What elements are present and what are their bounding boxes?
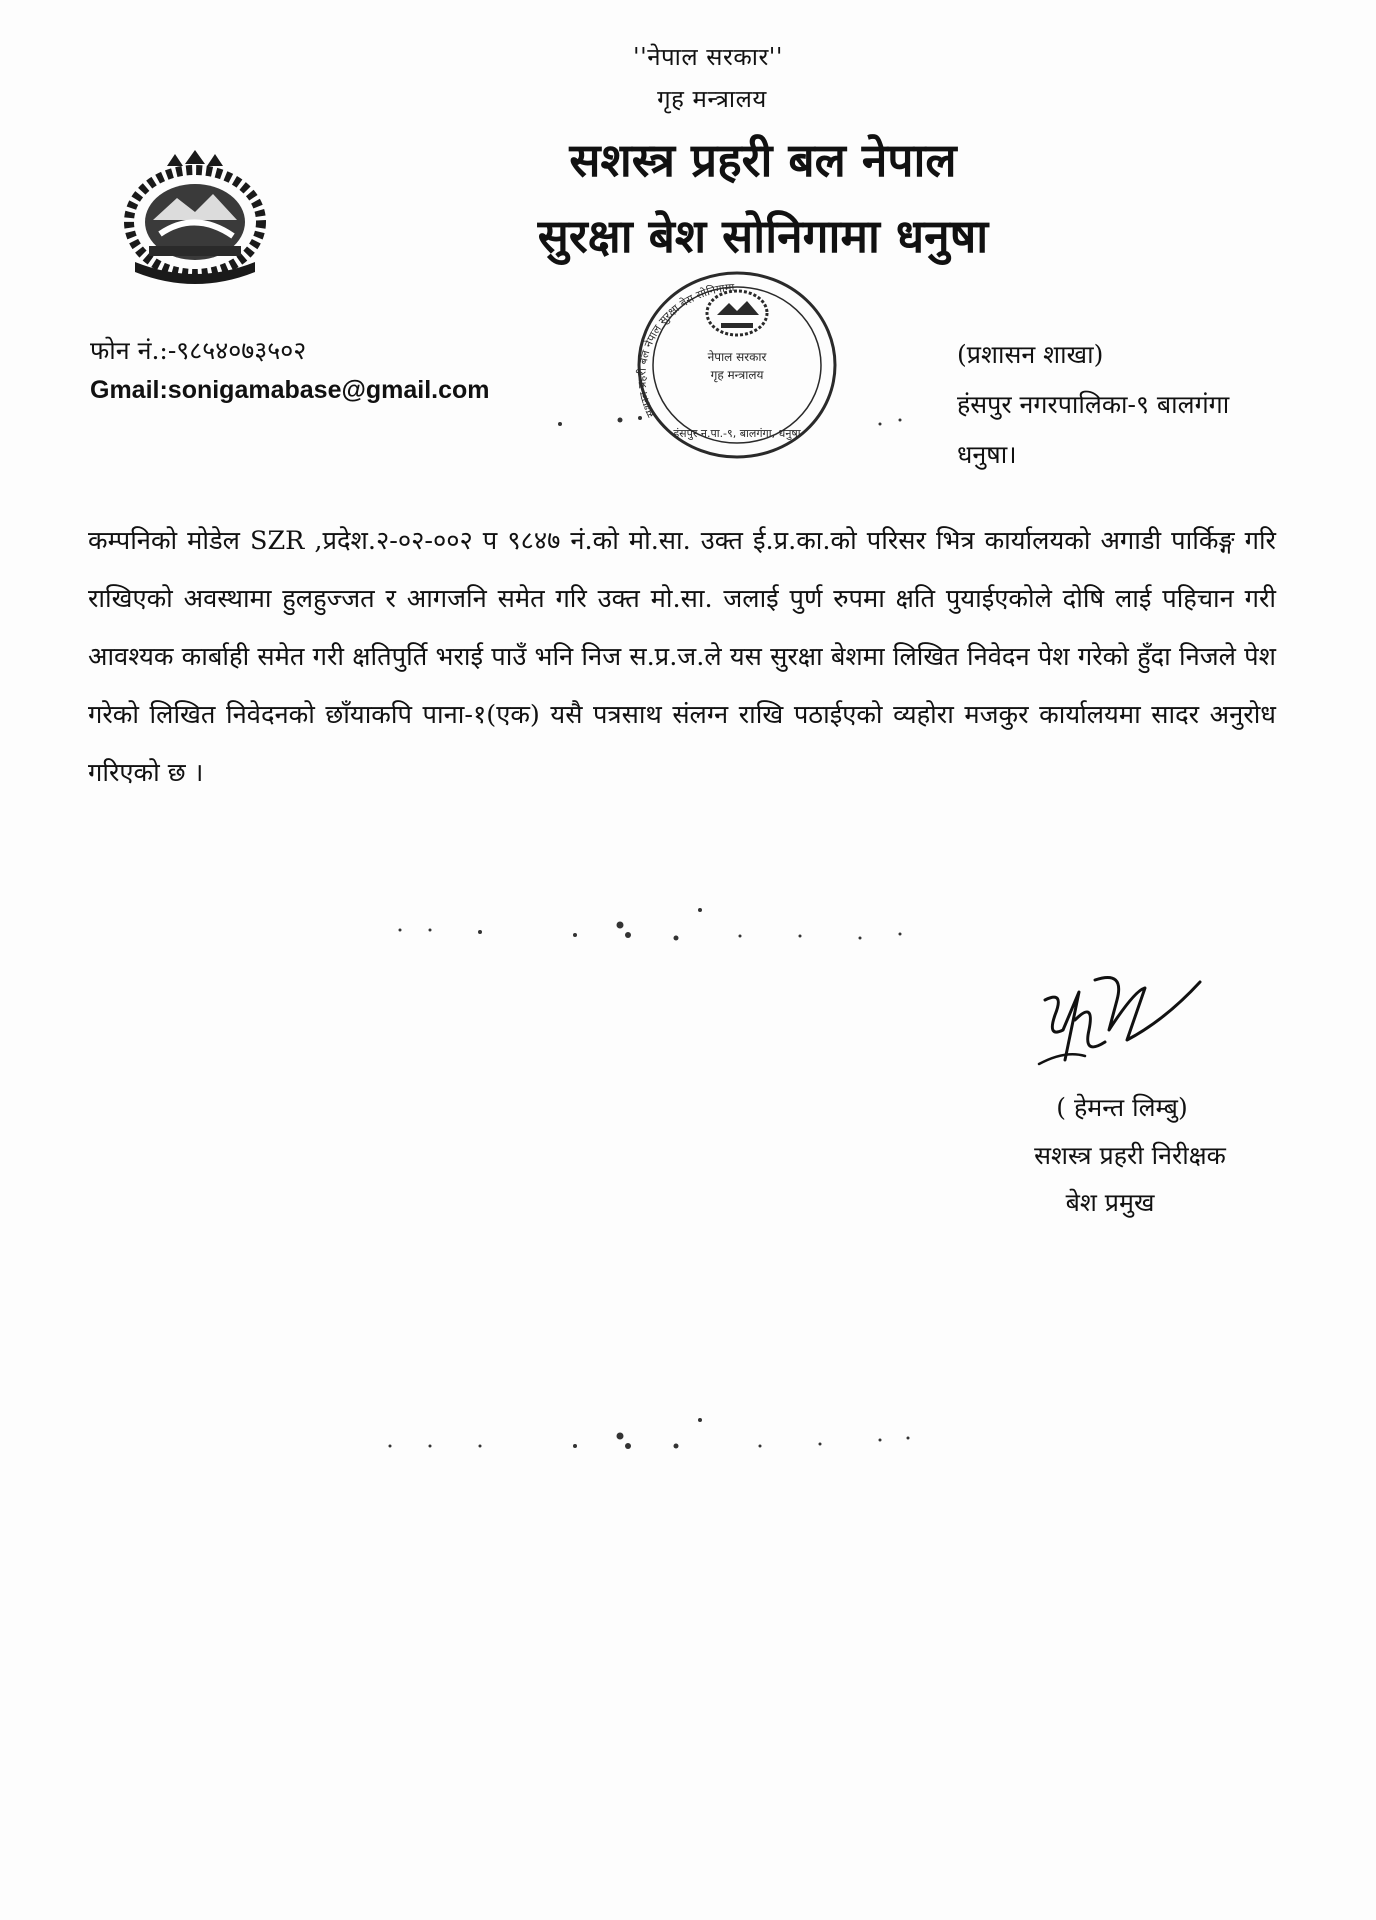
organization-title: सशस्त्र प्रहरी बल नेपाल [569,133,957,187]
office-stamp [625,265,850,465]
stamp-line-2: गृह मन्त्रालय [710,368,764,382]
address-line-1: हंसपुर नगरपालिका-९ बालगंगा [957,390,1230,419]
ministry-heading: गृह मन्त्रालय [657,85,767,113]
signature-icon [1025,960,1215,1080]
signatory-title: बेश प्रमुख [1065,1188,1155,1217]
letter-body: कम्पनिको मोडेल SZR ,प्रदेश.२-०२-००२ प ९८४७ नं.को मो.सा. उक्त ई.प्र.का.को परिसर भित्र कार्यालयको अगाडी पार्किङ्ग गरि राखिएको अवस्थामा हुलहुज्जत र आगजनि समेत गरि उक्त मो.सा. जलाई पुर्ण रुपमा क्षति पुयाईएकोले दोषि लाई पहिचान गरी आवश्यक कार्बाही समेत गरी क्षतिपुर्ति भराई पाउँ भनि निज स.प्र.ज.ले यस सुरक्षा बेशमा लिखित निवेदन पेश गरेको हुँदा निजले पेश गरेको लिखित निवेदनको छाँयाकपि पाना-१(एक) यसै पत्रसाथ संलग्न राखि पठाईएको व्यहोरा मजकुर कार्यालयमा सादर अनुरोध गरिएको छ । [88,526,1276,788]
government-heading: ''नेपाल सरकार'' [633,43,783,71]
stamp-line-3: हंसपुर न.पा.-९, बालगंगा, धनुषा [673,427,801,440]
email-address: Gmail:sonigamabase@gmail.com [90,376,490,404]
signatory-rank: सशस्त्र प्रहरी निरीक्षक [1034,1141,1226,1170]
address-line-2: धनुषा। [957,440,1017,469]
phone-number: फोन नं.:-९८५४०७३५०२ [90,336,307,365]
stamp-ring-text: सशस्त्र प्रहरी बल नेपाल सुरक्षा बेस सोनिगामा [635,280,735,420]
branch-label: (प्रशासन शाखा) [957,340,1104,369]
stamp-emblem-icon [707,291,767,335]
signatory-name: ( हेमन्त लिम्बु) [1056,1093,1188,1122]
stamp-line-1: नेपाल सरकार [707,350,767,364]
base-title: सुरक्षा बेश सोनिगामा धनुषा [537,209,989,263]
